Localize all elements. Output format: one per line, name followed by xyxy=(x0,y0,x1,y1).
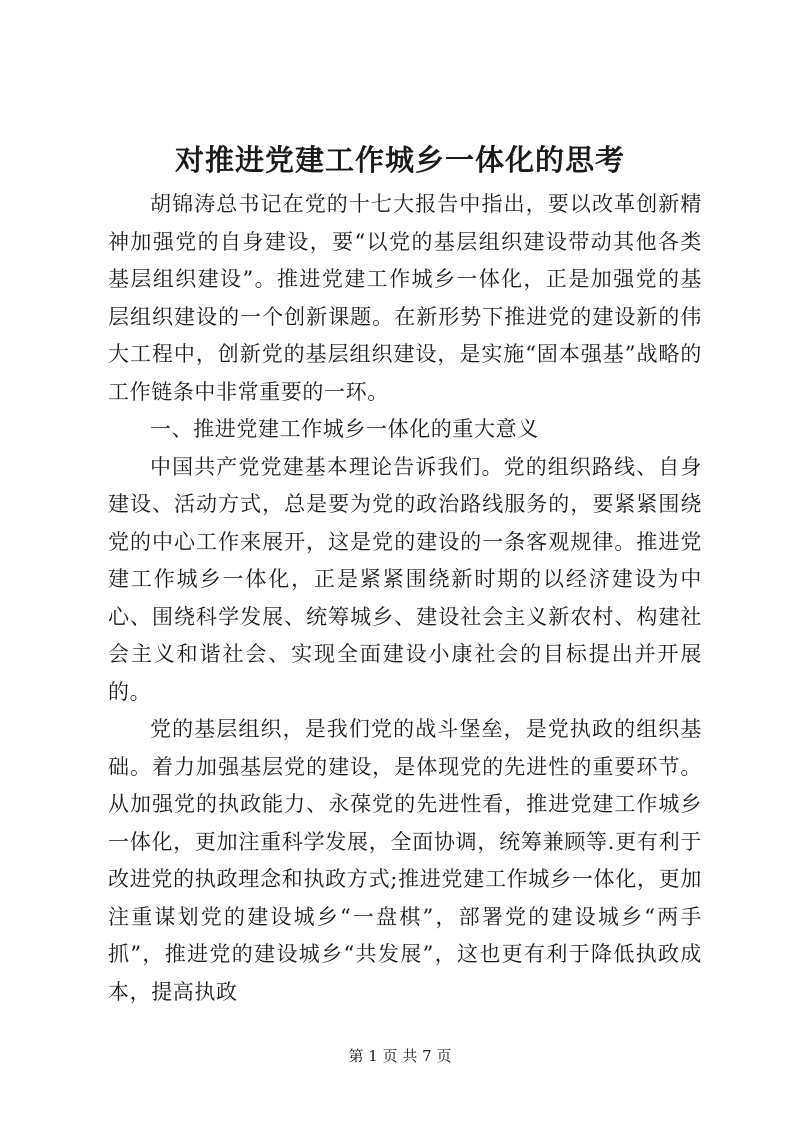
page-title: 对推进党建工作城乡一体化的思考 xyxy=(174,143,625,177)
document-body xyxy=(108,186,702,1011)
paragraph-intro: 胡锦涛总书记在党的十七大报告中指出，要以改革创新精神加强党的自身建设，要“以党的基层组织建设带动其他各类基层组织建设”。推进党建工作城乡一体化，正是加强党的基层组织建设的一个创新课题。在新形势下推进党的建设新的伟大工程中，创新党的基层组织建设，是实施“固本强基”战略的工作链条中非常重要的一环。 xyxy=(108,192,702,404)
section-heading: 一、推进党建工作城乡一体化的重大意义 xyxy=(150,417,539,441)
page-footer: 第 1 页 共 7 页 xyxy=(348,1047,452,1065)
paragraph-grassroots: 党的基层组织，是我们党的战斗堡垒，是党执政的组织基础。着力加强基层党的建设，是体现党的先进性的重要环节。从加强党的执政能力、永葆党的先进性看，推进党建工作城乡一体化，更加注重科学发展，全面协调，统筹兼顾等.更有利于改进党的执政理念和执政方式;推进党建工作城乡一体化，更加注重谋划党的建设城乡“一盘棋”，部署党的建设城乡“两手抓”，推进党的建设城乡“共发展”，这也更有利于降低执政成本，提高执政 xyxy=(108,717,702,1004)
paragraph-theory: 中国共产党党建基本理论告诉我们。党的组织路线、自身建设、活动方式，总是要为党的政治路线服务的，要紧紧围绕党的中心工作来展开，这是党的建设的一条客观规律。推进党建工作城乡一体化，正是紧紧围绕新时期的以经济建设为中心、围绕科学发展、统筹城乡、建设社会主义新农村、构建社会主义和谐社会、实现全面建设小康社会的目标提出并开展的。 xyxy=(108,454,702,704)
